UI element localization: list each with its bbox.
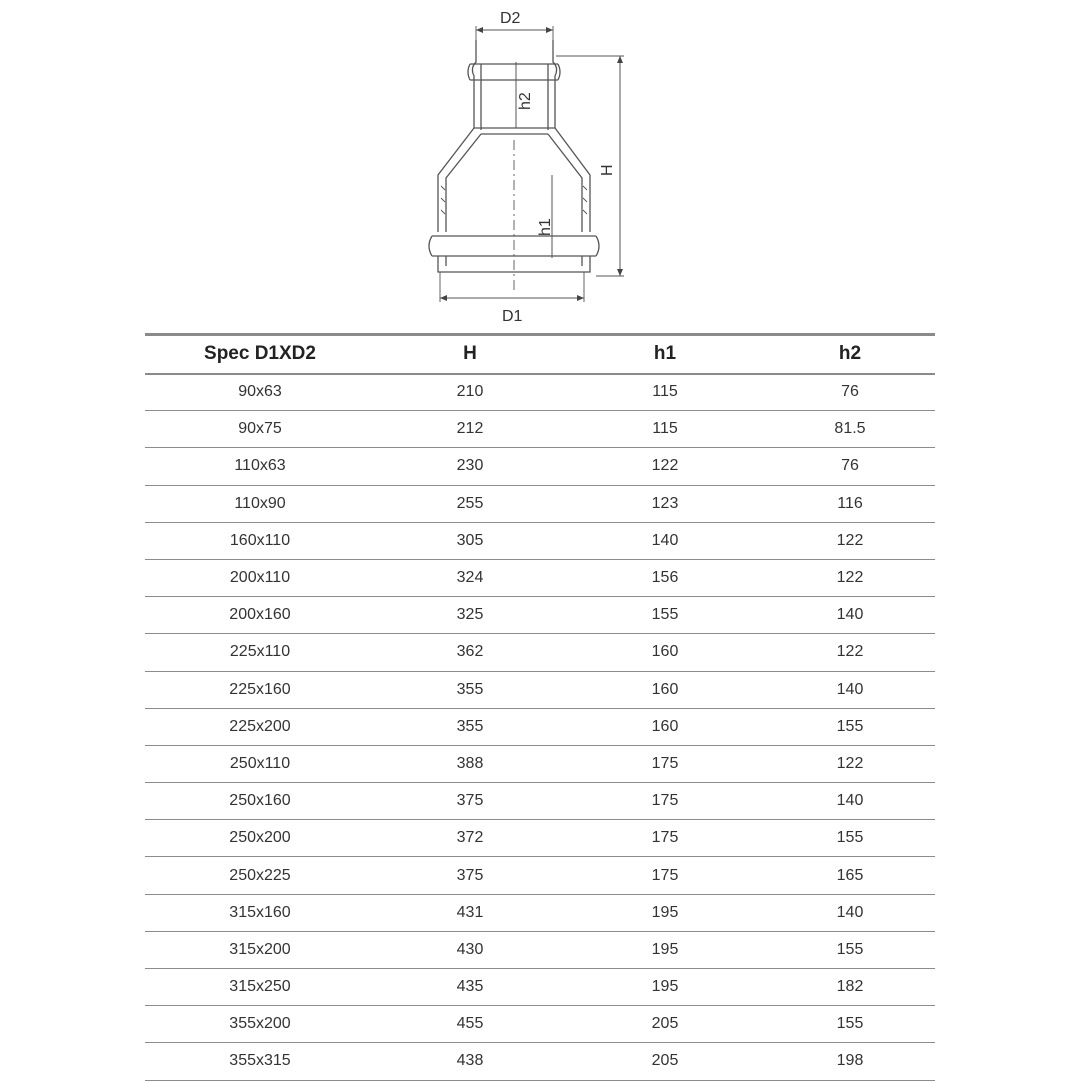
cell-h1: 195 <box>565 969 765 1006</box>
table-row <box>145 1043 935 1080</box>
table-row <box>145 374 935 411</box>
cell-h1: 195 <box>565 894 765 931</box>
cell-h: 431 <box>375 894 565 931</box>
spec-table <box>145 333 935 1081</box>
cell-h1: 155 <box>565 597 765 634</box>
table-row <box>145 894 935 931</box>
table-row <box>145 969 935 1006</box>
cell-spec: 315x160 <box>145 894 375 931</box>
cell-h: 212 <box>375 411 565 448</box>
upper-socket-outline <box>472 40 556 128</box>
cell-h: 388 <box>375 745 565 782</box>
cell-spec: 200x110 <box>145 559 375 596</box>
cell-h2: 116 <box>765 485 935 522</box>
cell-h2: 155 <box>765 1006 935 1043</box>
cell-spec: 90x63 <box>145 374 375 411</box>
reducer-drawing <box>0 0 1080 330</box>
cell-h1: 205 <box>565 1043 765 1080</box>
h2-label: h2 <box>517 92 534 110</box>
cell-h2: 122 <box>765 522 935 559</box>
table-row <box>145 1006 935 1043</box>
upper-socket-ring <box>468 64 560 80</box>
header-h1: h1 <box>565 335 765 374</box>
cell-h: 438 <box>375 1043 565 1080</box>
cell-h1: 175 <box>565 783 765 820</box>
table-header-row <box>145 335 935 374</box>
cell-h1: 123 <box>565 485 765 522</box>
cell-spec: 250x110 <box>145 745 375 782</box>
cell-h: 455 <box>375 1006 565 1043</box>
cell-h2: 122 <box>765 559 935 596</box>
d1-label: D1 <box>502 308 523 325</box>
table-row <box>145 931 935 968</box>
cell-spec: 250x225 <box>145 857 375 894</box>
cell-spec: 225x160 <box>145 671 375 708</box>
cell-h: 305 <box>375 522 565 559</box>
table-row <box>145 783 935 820</box>
cell-h1: 175 <box>565 745 765 782</box>
cell-h2: 155 <box>765 820 935 857</box>
cell-spec: 200x160 <box>145 597 375 634</box>
cell-h1: 160 <box>565 708 765 745</box>
cell-h1: 175 <box>565 857 765 894</box>
upper-socket-inner <box>481 64 548 130</box>
cell-spec: 355x315 <box>145 1043 375 1080</box>
cell-spec: 355x200 <box>145 1006 375 1043</box>
table-row <box>145 559 935 596</box>
cell-h2: 122 <box>765 634 935 671</box>
cell-spec: 315x250 <box>145 969 375 1006</box>
d2-label: D2 <box>500 10 521 27</box>
table-row <box>145 671 935 708</box>
cell-spec: 110x63 <box>145 448 375 485</box>
cell-spec: 315x200 <box>145 931 375 968</box>
table-row <box>145 634 935 671</box>
cell-h2: 122 <box>765 745 935 782</box>
cell-h2: 76 <box>765 448 935 485</box>
table-row <box>145 857 935 894</box>
cell-spec: 225x200 <box>145 708 375 745</box>
cell-spec: 90x75 <box>145 411 375 448</box>
header-h: H <box>375 335 565 374</box>
cell-h1: 140 <box>565 522 765 559</box>
cell-h2: 81.5 <box>765 411 935 448</box>
table-row <box>145 745 935 782</box>
table-row <box>145 820 935 857</box>
cell-h1: 175 <box>565 820 765 857</box>
table-row <box>145 522 935 559</box>
cell-h: 362 <box>375 634 565 671</box>
cell-h: 435 <box>375 969 565 1006</box>
cell-h2: 140 <box>765 894 935 931</box>
cell-h1: 156 <box>565 559 765 596</box>
cell-h1: 115 <box>565 411 765 448</box>
cell-h2: 140 <box>765 597 935 634</box>
cell-h2: 140 <box>765 671 935 708</box>
cell-h: 210 <box>375 374 565 411</box>
cell-spec: 250x200 <box>145 820 375 857</box>
cell-h: 430 <box>375 931 565 968</box>
cell-h1: 122 <box>565 448 765 485</box>
header-spec: Spec D1XD2 <box>145 335 375 374</box>
cell-h: 230 <box>375 448 565 485</box>
cell-h2: 182 <box>765 969 935 1006</box>
cell-spec: 250x160 <box>145 783 375 820</box>
table-row <box>145 485 935 522</box>
table-row <box>145 448 935 485</box>
cell-spec: 160x110 <box>145 522 375 559</box>
cell-h1: 195 <box>565 931 765 968</box>
cell-h: 375 <box>375 857 565 894</box>
cell-h: 324 <box>375 559 565 596</box>
shoulder-line <box>474 128 555 134</box>
cell-h2: 198 <box>765 1043 935 1080</box>
cell-h1: 115 <box>565 374 765 411</box>
cell-spec: 225x110 <box>145 634 375 671</box>
header-h2: h2 <box>765 335 935 374</box>
cell-h2: 165 <box>765 857 935 894</box>
cell-h: 372 <box>375 820 565 857</box>
cell-h2: 76 <box>765 374 935 411</box>
cell-h: 375 <box>375 783 565 820</box>
cell-h: 355 <box>375 671 565 708</box>
cell-h: 255 <box>375 485 565 522</box>
cell-h1: 205 <box>565 1006 765 1043</box>
cell-h2: 155 <box>765 931 935 968</box>
h1-label: h1 <box>537 218 554 236</box>
table-row <box>145 597 935 634</box>
cell-h1: 160 <box>565 671 765 708</box>
cell-h: 325 <box>375 597 565 634</box>
table-row <box>145 708 935 745</box>
cell-spec: 110x90 <box>145 485 375 522</box>
table-row <box>145 411 935 448</box>
cell-h1: 160 <box>565 634 765 671</box>
cell-h2: 140 <box>765 783 935 820</box>
cell-h: 355 <box>375 708 565 745</box>
cell-h2: 155 <box>765 708 935 745</box>
h-label: H <box>599 164 616 176</box>
